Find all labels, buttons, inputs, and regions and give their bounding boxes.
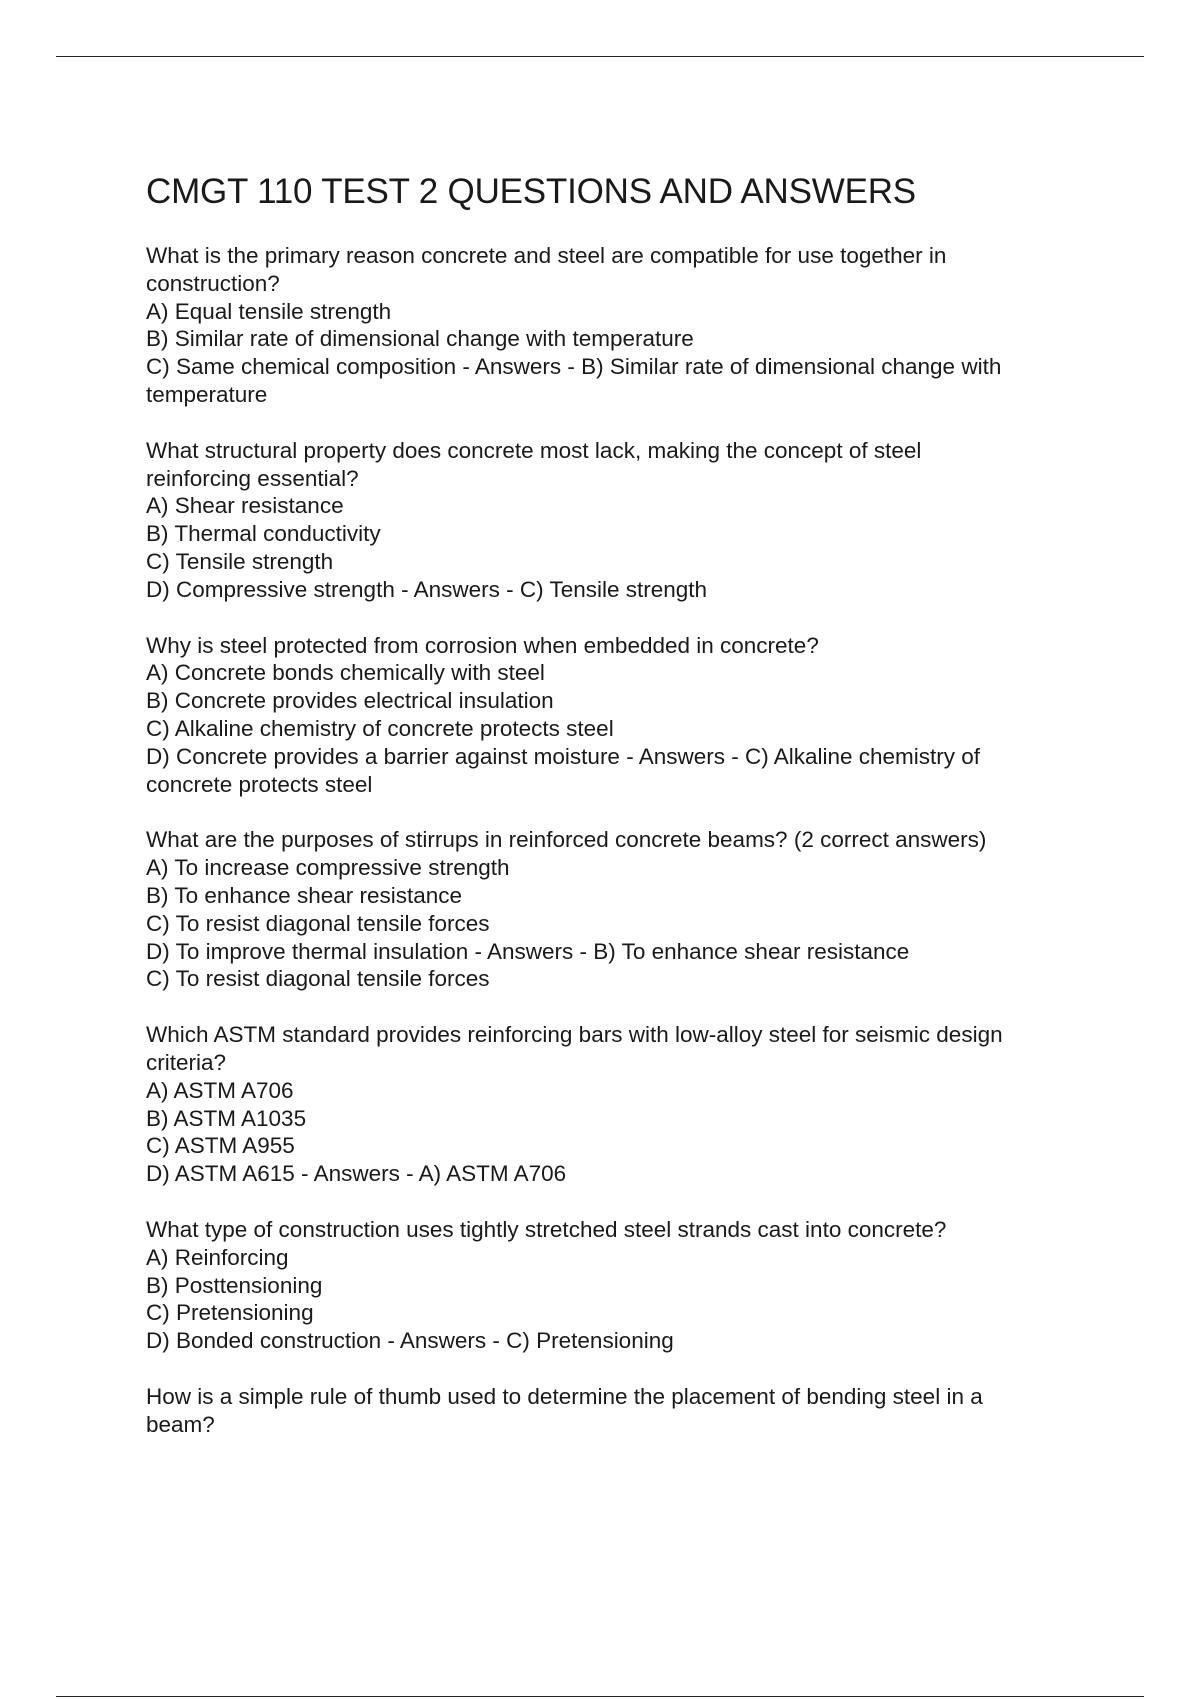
question-line: temperature	[146, 381, 268, 407]
question-line: D) ASTM A615 - Answers - A) ASTM A706	[146, 1161, 567, 1187]
question-line: criteria?	[146, 1049, 227, 1075]
question-line: B) ASTM A1035	[146, 1105, 307, 1131]
question-block	[146, 1383, 1086, 1439]
question-line: A) Equal tensile strength	[146, 298, 392, 324]
question-text: What type of construction uses tightly stretched steel strands cast into concrete?	[146, 1216, 947, 1242]
question-block	[146, 826, 1086, 993]
question-line: C) Tensile strength	[146, 548, 334, 574]
question-line: B) Thermal conductivity	[146, 521, 381, 547]
question-line: C) ASTM A955	[146, 1133, 295, 1159]
question-line: D) Bonded construction - Answers - C) Pretensioning	[146, 1328, 674, 1354]
question-line: B) Concrete provides electrical insulation	[146, 688, 554, 714]
question-line: A) ASTM A706	[146, 1077, 294, 1103]
question-line: construction?	[146, 270, 280, 296]
question-block	[146, 632, 1086, 799]
document-body	[146, 170, 1086, 1466]
question-line: B) Similar rate of dimensional change with temperature	[146, 326, 694, 352]
question-text: What structural property does concrete most lack, making the concept of steel	[146, 437, 922, 463]
question-line: A) To increase compressive strength	[146, 855, 510, 881]
question-block	[146, 1021, 1086, 1188]
document-title: CMGT 110 TEST 2 QUESTIONS AND ANSWERS	[146, 172, 916, 211]
question-line: B) Posttensioning	[146, 1272, 323, 1298]
question-text: Why is steel protected from corrosion when embedded in concrete?	[146, 632, 819, 658]
question-line: D) Concrete provides a barrier against moisture - Answers - C) Alkaline chemistry of	[146, 743, 981, 769]
question-line: A) Reinforcing	[146, 1244, 289, 1270]
question-line: beam?	[146, 1411, 215, 1437]
question-block	[146, 437, 1086, 604]
question-text: How is a simple rule of thumb used to determine the placement of bending steel in a	[146, 1383, 983, 1409]
question-line: C) Alkaline chemistry of concrete protects steel	[146, 715, 614, 741]
question-line: D) Compressive strength - Answers - C) Tensile strength	[146, 576, 708, 602]
question-list	[146, 242, 1086, 1438]
page-top-rule	[56, 56, 1144, 57]
question-line: C) Pretensioning	[146, 1300, 314, 1326]
question-line: C) To resist diagonal tensile forces	[146, 910, 490, 936]
question-block	[146, 1216, 1086, 1355]
question-text: What is the primary reason concrete and steel are compatible for use together in	[146, 243, 947, 268]
question-line: A) Concrete bonds chemically with steel	[146, 660, 545, 686]
page-bottom-rule	[56, 1696, 1144, 1697]
question-line: D) To improve thermal insulation - Answers - B) To enhance shear resistance	[146, 938, 910, 964]
question-line: C) Same chemical composition - Answers - B) Similar rate of dimensional change with	[146, 354, 1002, 380]
question-block	[146, 242, 1086, 409]
question-line: A) Shear resistance	[146, 493, 344, 519]
question-line: B) To enhance shear resistance	[146, 882, 463, 908]
question-line: reinforcing essential?	[146, 465, 359, 491]
question-line: C) To resist diagonal tensile forces	[146, 966, 490, 992]
question-text: Which ASTM standard provides reinforcing bars with low-alloy steel for seismic design	[146, 1022, 1003, 1048]
question-line: concrete protects steel	[146, 771, 373, 797]
question-text: What are the purposes of stirrups in reinforced concrete beams? (2 correct answers)	[146, 827, 987, 853]
